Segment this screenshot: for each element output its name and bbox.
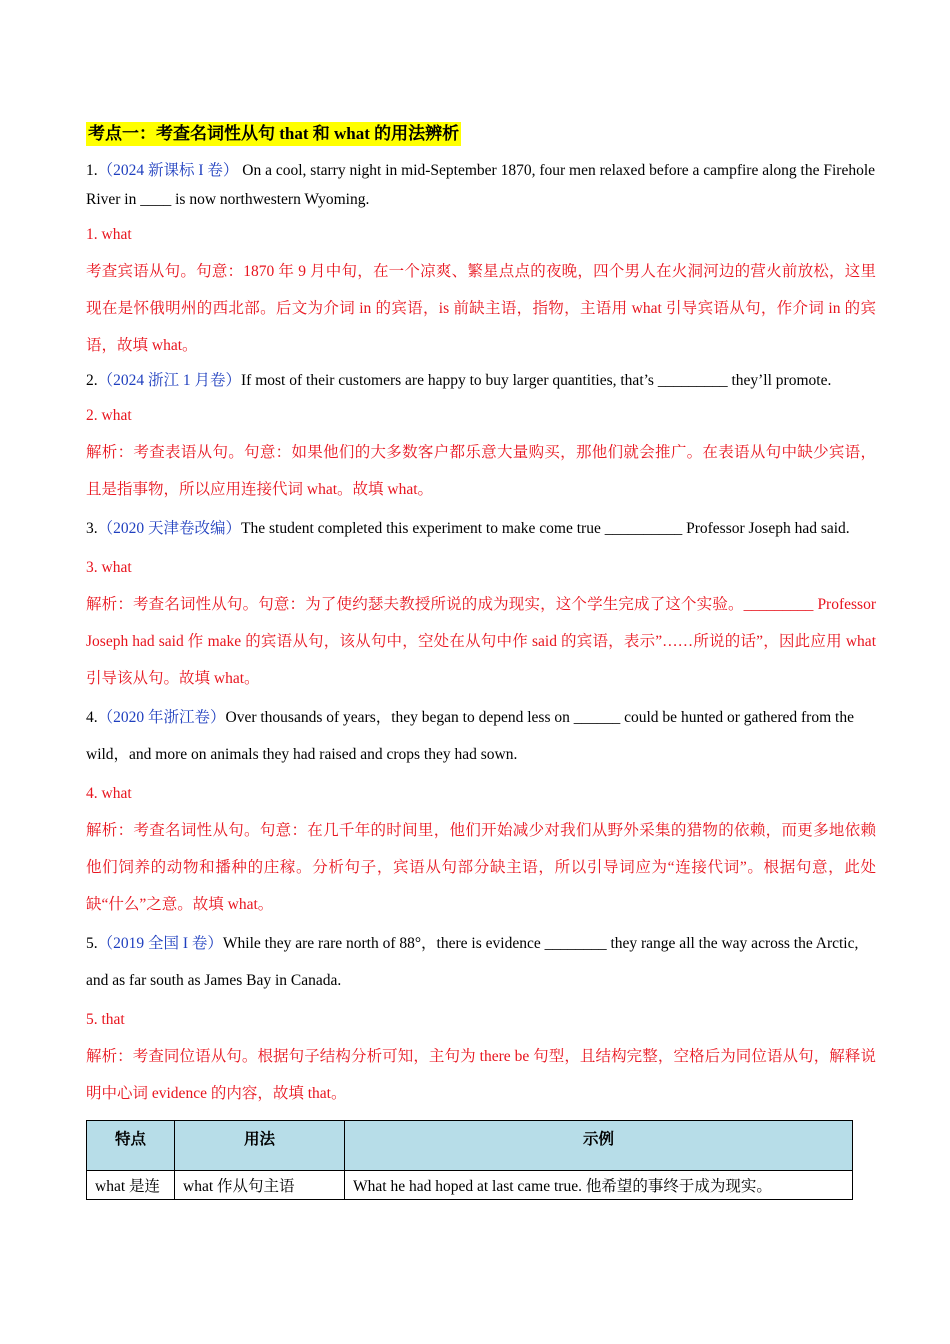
table-header-cell: 示例	[345, 1121, 853, 1171]
question-text: While they are rare north of 88°，there is evidence ________ they range all the way across the Arctic, and as far south as James Bay in Canada.	[86, 935, 859, 989]
answer: 5. that	[86, 1011, 125, 1028]
question-source: （2024 浙江 1 月卷）	[97, 372, 242, 389]
answer: 2. what	[86, 407, 132, 424]
question-stem	[86, 925, 876, 999]
question-text: Over thousands of years，they began to depend less on ______ could be hunted or gathered from the wild，and more on animals they had raised and crops they had sown.	[86, 709, 854, 763]
table-cell: what 作从句主语	[175, 1171, 345, 1200]
answer: 3. what	[86, 559, 132, 576]
question-source: （2019 全国 I 卷）	[97, 935, 223, 952]
question-2	[86, 366, 876, 508]
question-number: 2.	[86, 372, 98, 389]
table-cell: What he had hoped at last came true. 他希望的事终于成为现实。	[345, 1171, 853, 1200]
explanation: 解析：考查表语从句。句意：如果他们的大多数客户都乐意大量购买，那他们就会推广。在表语从句中缺少宾语，且是指事物，所以应用连接代词 what。故填 what。	[86, 444, 876, 498]
table-header-cell: 特点	[87, 1121, 175, 1171]
question-text: On a cool, starry night in mid-September 1870, four men relaxed before a campfire along the Firehole River in ____ is now northwestern Wyoming.	[86, 162, 876, 208]
section-title: 考点一：考查名词性从句 that 和 what 的用法辨析	[86, 122, 461, 146]
question-number: 3.	[86, 520, 98, 537]
question-number: 5.	[86, 935, 98, 952]
table-row	[87, 1171, 853, 1200]
explanation: 解析：考查名词性从句。句意：在几千年的时间里，他们开始减少对我们从野外采集的猎物的依赖，而更多地依赖他们饲养的动物和播种的庄稼。分析句子，宾语从句部分缺主语，所以引导词应为“连接代词”。根据句意，此处缺“什么”之意。故填 what。	[86, 822, 876, 913]
explanation: 考查宾语从句。句意：1870 年 9 月中旬，在一个凉爽、繁星点点的夜晚，四个男人在火洞河边的营火前放松，这里现在是怀俄明州的西北部。后文为介词 in 的宾语，is 前缺主语，指物，主语用 what 引导宾语从句，作介词 in 的宾语，故填 what。	[86, 263, 876, 354]
question-1	[86, 156, 876, 364]
table-cell: what 是连	[87, 1171, 175, 1200]
explanation: 解析：考查同位语从句。根据句子结构分析可知，主句为 there be 句型，且结构完整，空格后为同位语从句，解释说明中心词 evidence 的内容，故填 that。	[86, 1048, 876, 1102]
answer: 1. what	[86, 226, 132, 243]
answer: 4. what	[86, 785, 132, 802]
table-header-row	[87, 1121, 853, 1171]
question-stem	[86, 156, 876, 214]
question-stem	[86, 366, 876, 395]
question-source: （2020 天津卷改编）	[97, 520, 242, 537]
question-source: （2020 年浙江卷）	[97, 709, 226, 726]
question-4	[86, 699, 876, 923]
document-page	[86, 122, 876, 1200]
question-text: If most of their customers are happy to buy larger quantities, that’s _________ they’ll promote.	[241, 372, 832, 389]
question-number: 4.	[86, 709, 98, 726]
question-source: （2024 新课标 I 卷）	[97, 162, 239, 179]
question-5	[86, 925, 876, 1112]
question-3	[86, 510, 876, 697]
explanation: 解析：考查名词性从句。句意：为了使约瑟夫教授所说的成为现实，这个学生完成了这个实验。_________ Professor Joseph had said 作 make 的宾语从句，该从句中，空处在从句中作 said 的宾语，表示”……所说的话”，因此应用 what 引导该从句。故填 what。	[86, 596, 876, 687]
question-number: 1.	[86, 162, 98, 179]
question-stem	[86, 510, 876, 547]
question-stem	[86, 699, 876, 773]
usage-table	[86, 1120, 853, 1200]
question-text: The student completed this experiment to make come true __________ Professor Joseph had said.	[241, 520, 850, 537]
table-header-cell: 用法	[175, 1121, 345, 1171]
